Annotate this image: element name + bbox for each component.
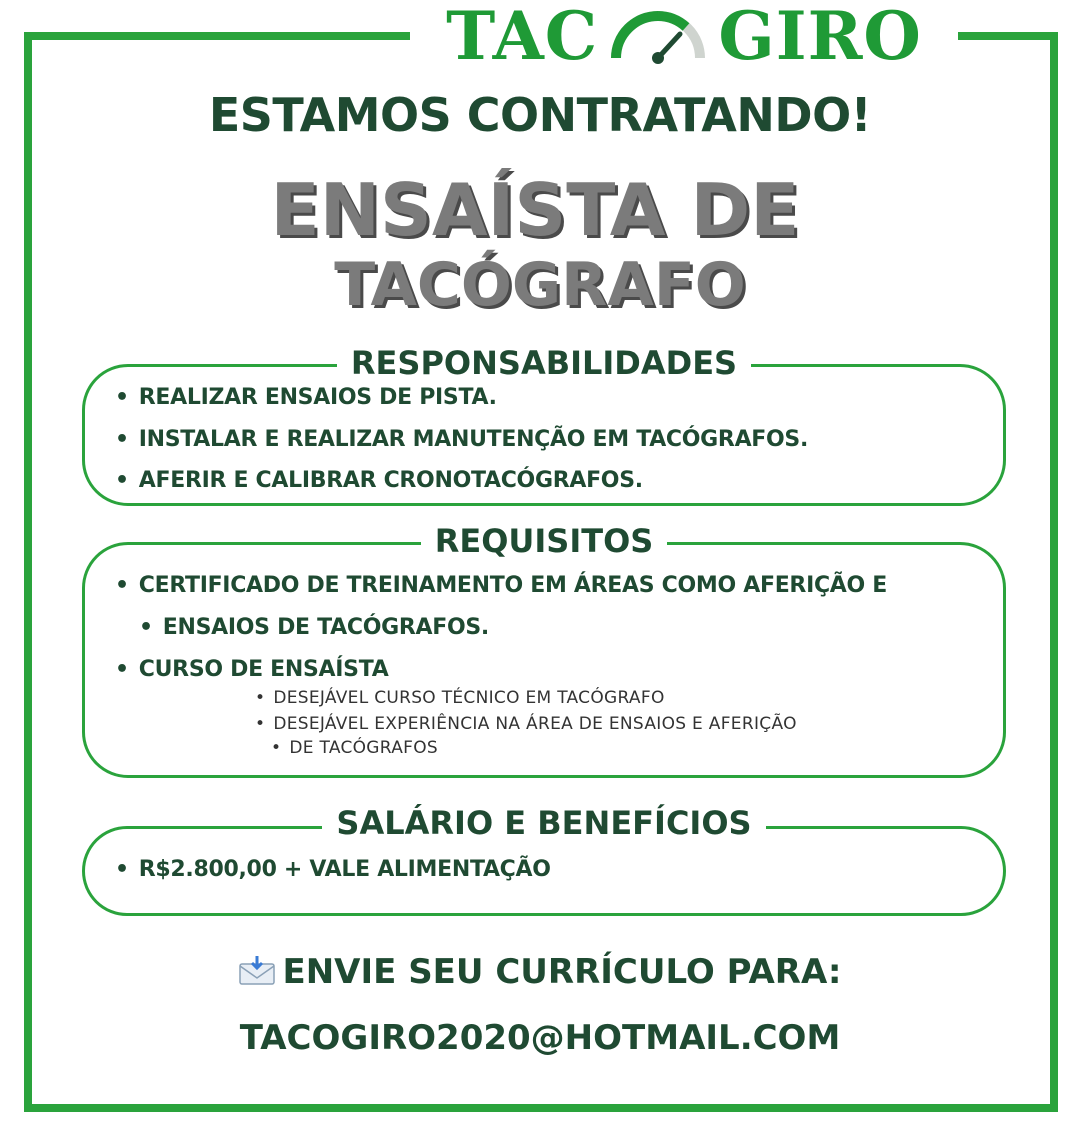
- responsibilities-box: [82, 344, 1006, 506]
- list-item: • CERTIFICADO DE TREINAMENTO EM ÁREAS COMO AFERIÇÃO E: [115, 565, 887, 607]
- list-item: • AFERIR E CALIBRAR CRONOTACÓGRAFOS.: [115, 460, 643, 502]
- sub-list-item: • DESEJÁVEL EXPERIÊNCIA NA ÁREA DE ENSAIOS E AFERIÇÃO: [255, 712, 797, 736]
- logo: [410, 0, 958, 75]
- salary-box: [82, 804, 1006, 916]
- job-title-line1: ENSAÍSTA DE: [270, 168, 800, 252]
- list-item: • R$2.800,00 + VALE ALIMENTAÇÃO: [115, 849, 551, 891]
- logo-text-right: GIRO: [718, 0, 922, 75]
- sub-list-item: • DESEJÁVEL CURSO TÉCNICO EM TACÓGRAFO: [255, 686, 665, 710]
- job-title-line2: TACÓGRAFO: [334, 250, 746, 320]
- list-item-continuation: • ENSAIOS DE TACÓGRAFOS.: [139, 607, 489, 649]
- list-item: • CURSO DE ENSAÍSTA: [115, 649, 388, 691]
- salary-title: SALÁRIO E BENEFÍCIOS: [85, 803, 1003, 843]
- responsibilities-title: RESPONSABILIDADES: [85, 343, 1003, 383]
- contact-email[interactable]: TACOGIRO2020@HOTMAIL.COM: [239, 1018, 841, 1058]
- logo-text-left: TAC: [446, 0, 599, 75]
- requirements-title: REQUISITOS: [85, 521, 1003, 561]
- send-resume-label: ENVIE SEU CURRÍCULO PARA:: [0, 952, 1080, 992]
- hiring-headline: ESTAMOS CONTRATANDO!: [208, 88, 872, 142]
- speedometer-icon: [606, 6, 710, 66]
- requirements-box: [82, 522, 1006, 778]
- sub-list-item-continuation: • DE TACÓGRAFOS: [271, 736, 438, 760]
- list-item: • INSTALAR E REALIZAR MANUTENÇÃO EM TACÓGRAFOS.: [115, 419, 808, 461]
- envelope-icon: [238, 956, 276, 986]
- list-item: • REALIZAR ENSAIOS DE PISTA.: [115, 377, 497, 419]
